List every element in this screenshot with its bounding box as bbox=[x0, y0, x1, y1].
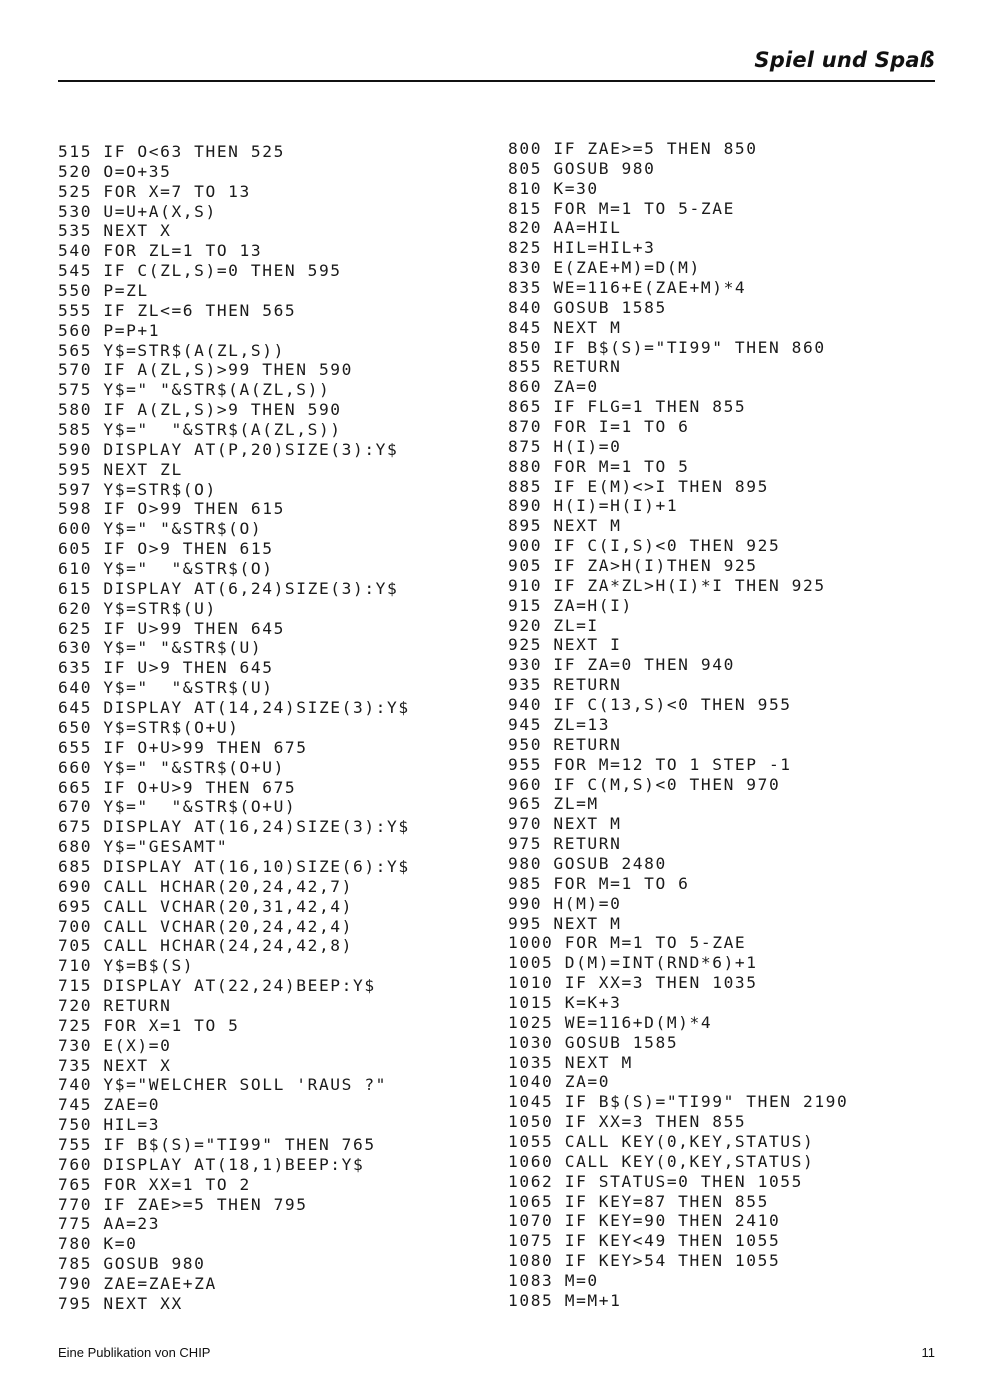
code-line: 560 P=P+1 bbox=[58, 320, 161, 340]
code-line: 870 FOR I=1 TO 6 bbox=[508, 417, 690, 437]
code-line: 975 RETURN bbox=[508, 834, 622, 854]
code-line: 1050 IF XX=3 THEN 855 bbox=[508, 1112, 747, 1132]
code-line: 1085 M=M+1 bbox=[508, 1290, 622, 1310]
code-line: 985 FOR M=1 TO 6 bbox=[508, 873, 690, 893]
code-line: 890 H(I)=H(I)+1 bbox=[508, 496, 679, 516]
code-line: 740 Y$="WELCHER SOLL 'RAUS ?" bbox=[58, 1075, 388, 1095]
code-line: 905 IF ZA>H(I)THEN 925 bbox=[508, 556, 758, 576]
code-line: 875 H(I)=0 bbox=[508, 436, 622, 456]
code-line: 925 NEXT I bbox=[508, 635, 622, 655]
code-line: 880 FOR M=1 TO 5 bbox=[508, 456, 690, 476]
code-line: 1005 D(M)=INT(RND*6)+1 bbox=[508, 953, 758, 973]
code-line: 855 RETURN bbox=[508, 357, 622, 377]
code-line: 825 HIL=HIL+3 bbox=[508, 238, 656, 258]
code-line: 1055 CALL KEY(0,KEY,STATUS) bbox=[508, 1131, 815, 1151]
code-line: 620 Y$=STR$(U) bbox=[58, 598, 217, 618]
code-line: 955 FOR M=12 TO 1 STEP -1 bbox=[508, 754, 792, 774]
code-line: 775 AA=23 bbox=[58, 1214, 161, 1234]
code-line: 580 IF A(ZL,S)>9 THEN 590 bbox=[58, 400, 342, 420]
code-line: 685 DISPLAY AT(16,10)SIZE(6):Y$ bbox=[58, 856, 410, 876]
code-line: 1062 IF STATUS=0 THEN 1055 bbox=[508, 1171, 803, 1191]
code-line: 840 GOSUB 1585 bbox=[508, 297, 667, 317]
code-line: 950 RETURN bbox=[508, 734, 622, 754]
code-line: 540 FOR ZL=1 TO 13 bbox=[58, 241, 263, 261]
code-line: 675 DISPLAY AT(16,24)SIZE(3):Y$ bbox=[58, 817, 410, 837]
footer-publication: Eine Publikation von CHIP bbox=[58, 1345, 211, 1360]
code-line: 885 IF E(M)<>I THEN 895 bbox=[508, 476, 769, 496]
code-line: 1083 M=0 bbox=[508, 1270, 599, 1290]
code-line: 785 GOSUB 980 bbox=[58, 1254, 206, 1274]
code-line: 705 CALL HCHAR(24,24,42,8) bbox=[58, 936, 353, 956]
code-line: 625 IF U>99 THEN 645 bbox=[58, 618, 285, 638]
code-line: 545 IF C(ZL,S)=0 THEN 595 bbox=[58, 261, 342, 281]
code-line: 820 AA=HIL bbox=[508, 218, 622, 238]
code-line: 815 FOR M=1 TO 5-ZAE bbox=[508, 198, 735, 218]
code-line: 610 Y$=" "&STR$(O) bbox=[58, 559, 274, 579]
code-line: 910 IF ZA*ZL>H(I)*I THEN 925 bbox=[508, 575, 826, 595]
code-line: 635 IF U>9 THEN 645 bbox=[58, 658, 274, 678]
code-line: 920 ZL=I bbox=[508, 615, 599, 635]
code-line: 575 Y$=" "&STR$(A(ZL,S)) bbox=[58, 380, 331, 400]
code-line: 615 DISPLAY AT(6,24)SIZE(3):Y$ bbox=[58, 578, 399, 598]
code-line: 555 IF ZL<=6 THEN 565 bbox=[58, 300, 297, 320]
code-line: 770 IF ZAE>=5 THEN 795 bbox=[58, 1194, 308, 1214]
code-line: 760 DISPLAY AT(18,1)BEEP:Y$ bbox=[58, 1154, 365, 1174]
code-line: 865 IF FLG=1 THEN 855 bbox=[508, 397, 747, 417]
code-line: 597 Y$=STR$(O) bbox=[58, 479, 217, 499]
code-line: 895 NEXT M bbox=[508, 516, 622, 536]
code-line: 900 IF C(I,S)<0 THEN 925 bbox=[508, 536, 781, 556]
code-line: 630 Y$=" "&STR$(U) bbox=[58, 638, 263, 658]
code-line: 660 Y$=" "&STR$(O+U) bbox=[58, 757, 285, 777]
code-line: 710 Y$=B$(S) bbox=[58, 956, 195, 976]
code-line: 680 Y$="GESAMT" bbox=[58, 837, 229, 857]
code-line: 1015 K=K+3 bbox=[508, 992, 622, 1012]
code-line: 1000 FOR M=1 TO 5-ZAE bbox=[508, 933, 747, 953]
code-line: 725 FOR X=1 TO 5 bbox=[58, 1015, 240, 1035]
code-line: 665 IF O+U>9 THEN 675 bbox=[58, 777, 297, 797]
code-listing-right bbox=[508, 139, 848, 1311]
code-line: 750 HIL=3 bbox=[58, 1115, 161, 1135]
code-line: 598 IF O>99 THEN 615 bbox=[58, 499, 285, 519]
code-line: 930 IF ZA=0 THEN 940 bbox=[508, 655, 735, 675]
code-line: 640 Y$=" "&STR$(U) bbox=[58, 678, 274, 698]
code-line: 530 U=U+A(X,S) bbox=[58, 201, 217, 221]
code-line: 550 P=ZL bbox=[58, 281, 149, 301]
code-line: 765 FOR XX=1 TO 2 bbox=[58, 1174, 251, 1194]
code-line: 650 Y$=STR$(O+U) bbox=[58, 717, 240, 737]
code-line: 655 IF O+U>99 THEN 675 bbox=[58, 737, 308, 757]
code-line: 795 NEXT XX bbox=[58, 1293, 183, 1313]
code-listing-left bbox=[58, 142, 410, 1314]
code-line: 700 CALL VCHAR(20,24,42,4) bbox=[58, 916, 353, 936]
code-line: 790 ZAE=ZAE+ZA bbox=[58, 1273, 217, 1293]
code-line: 940 IF C(13,S)<0 THEN 955 bbox=[508, 695, 792, 715]
code-line: 780 K=0 bbox=[58, 1234, 138, 1254]
code-line: 720 RETURN bbox=[58, 995, 172, 1015]
header-rule bbox=[58, 80, 935, 82]
code-line: 1025 WE=116+D(M)*4 bbox=[508, 1012, 713, 1032]
code-line: 735 NEXT X bbox=[58, 1055, 172, 1075]
code-line: 745 ZAE=0 bbox=[58, 1095, 161, 1115]
code-line: 935 RETURN bbox=[508, 675, 622, 695]
code-line: 670 Y$=" "&STR$(O+U) bbox=[58, 797, 297, 817]
code-line: 1060 CALL KEY(0,KEY,STATUS) bbox=[508, 1151, 815, 1171]
code-line: 945 ZL=13 bbox=[508, 714, 611, 734]
code-line: 515 IF O<63 THEN 525 bbox=[58, 142, 285, 161]
page-number: 11 bbox=[921, 1345, 935, 1360]
code-line: 1075 IF KEY<49 THEN 1055 bbox=[508, 1231, 781, 1251]
code-line: 755 IF B$(S)="TI99" THEN 765 bbox=[58, 1134, 376, 1154]
code-line: 570 IF A(ZL,S)>99 THEN 590 bbox=[58, 360, 353, 380]
code-line: 970 NEXT M bbox=[508, 814, 622, 834]
code-line: 1040 ZA=0 bbox=[508, 1072, 611, 1092]
code-line: 830 E(ZAE+M)=D(M) bbox=[508, 258, 701, 278]
code-line: 645 DISPLAY AT(14,24)SIZE(3):Y$ bbox=[58, 698, 410, 718]
code-line: 535 NEXT X bbox=[58, 221, 172, 241]
code-line: 1070 IF KEY=90 THEN 2410 bbox=[508, 1211, 781, 1231]
code-line: 715 DISPLAY AT(22,24)BEEP:Y$ bbox=[58, 976, 376, 996]
code-line: 585 Y$=" "&STR$(A(ZL,S)) bbox=[58, 420, 342, 440]
code-line: 980 GOSUB 2480 bbox=[508, 853, 667, 873]
code-line: 1035 NEXT M bbox=[508, 1052, 633, 1072]
code-line: 690 CALL HCHAR(20,24,42,7) bbox=[58, 876, 353, 896]
code-line: 995 NEXT M bbox=[508, 913, 622, 933]
code-line: 1080 IF KEY>54 THEN 1055 bbox=[508, 1251, 781, 1271]
code-line: 990 H(M)=0 bbox=[508, 893, 622, 913]
code-line: 810 K=30 bbox=[508, 178, 599, 198]
code-line: 520 O=O+35 bbox=[58, 161, 172, 181]
code-line: 565 Y$=STR$(A(ZL,S)) bbox=[58, 340, 285, 360]
code-line: 1065 IF KEY=87 THEN 855 bbox=[508, 1191, 769, 1211]
code-line: 595 NEXT ZL bbox=[58, 459, 183, 479]
code-line: 1010 IF XX=3 THEN 1035 bbox=[508, 973, 758, 993]
code-line: 695 CALL VCHAR(20,31,42,4) bbox=[58, 896, 353, 916]
code-line: 590 DISPLAY AT(P,20)SIZE(3):Y$ bbox=[58, 439, 399, 459]
code-line: 965 ZL=M bbox=[508, 794, 599, 814]
code-line: 600 Y$=" "&STR$(O) bbox=[58, 519, 263, 539]
code-line: 805 GOSUB 980 bbox=[508, 158, 656, 178]
code-line: 860 ZA=0 bbox=[508, 377, 599, 397]
code-line: 1030 GOSUB 1585 bbox=[508, 1032, 679, 1052]
code-line: 835 WE=116+E(ZAE+M)*4 bbox=[508, 278, 747, 298]
code-line: 605 IF O>9 THEN 615 bbox=[58, 539, 274, 559]
code-line: 730 E(X)=0 bbox=[58, 1035, 172, 1055]
code-line: 915 ZA=H(I) bbox=[508, 595, 633, 615]
code-line: 960 IF C(M,S)<0 THEN 970 bbox=[508, 774, 781, 794]
code-line: 1045 IF B$(S)="TI99" THEN 2190 bbox=[508, 1092, 849, 1112]
code-line: 800 IF ZAE>=5 THEN 850 bbox=[508, 139, 758, 158]
section-title: Spiel und Spaß bbox=[754, 48, 935, 72]
code-line: 845 NEXT M bbox=[508, 317, 622, 337]
code-line: 525 FOR X=7 TO 13 bbox=[58, 181, 251, 201]
code-line: 850 IF B$(S)="TI99" THEN 860 bbox=[508, 337, 826, 357]
